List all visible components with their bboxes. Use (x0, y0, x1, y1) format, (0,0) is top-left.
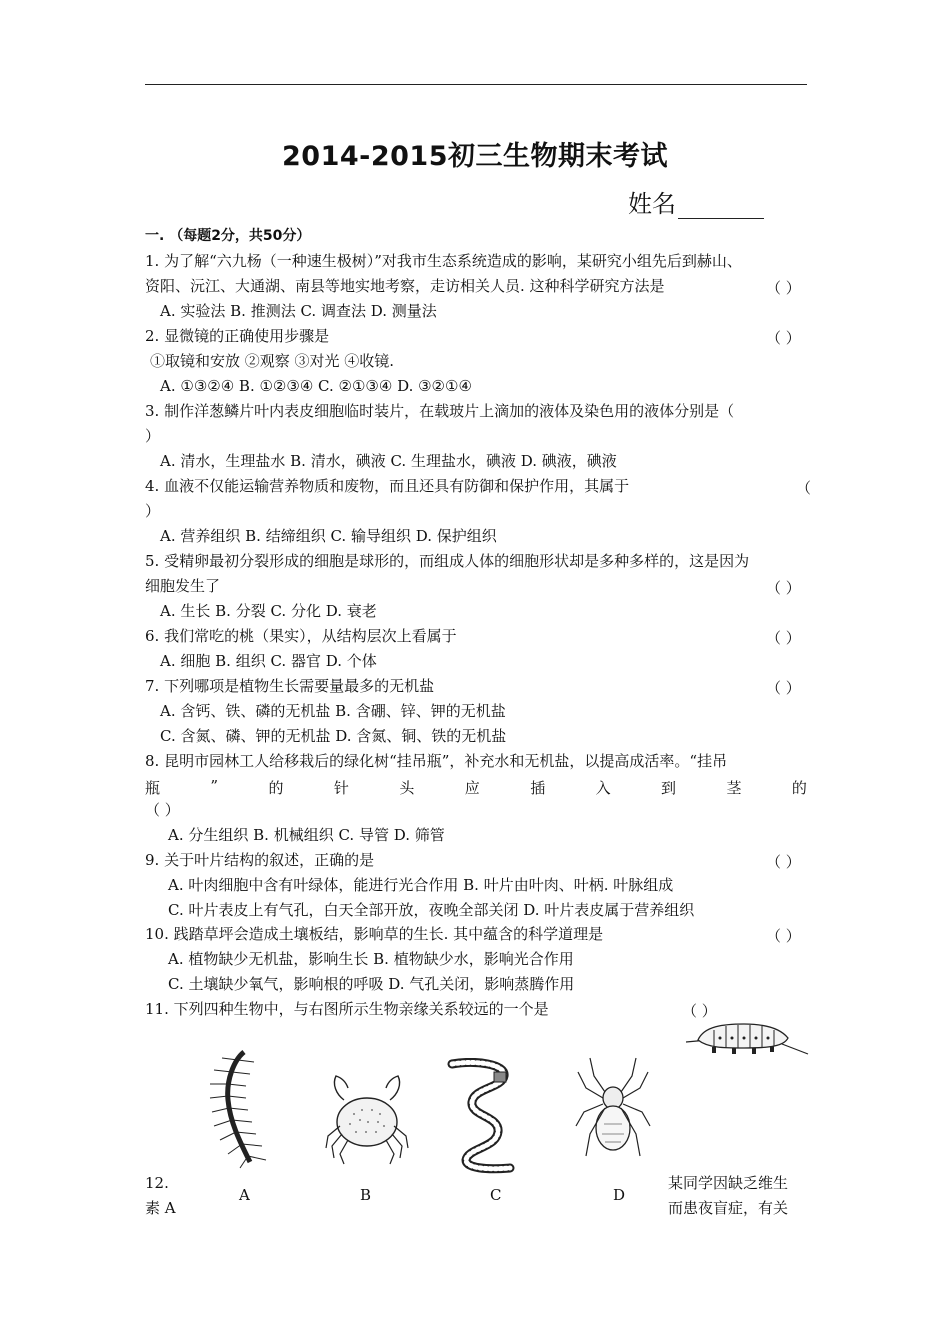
page-title: 2014-2015初三生物期末考试 (282, 141, 668, 172)
caterpillar-figure (684, 1018, 810, 1060)
q6-options: A. 细胞 B. 组织 C. 器官 D. 个体 (160, 652, 377, 670)
q3-line2: ） (145, 427, 161, 445)
q1-options: A. 实验法 B. 推测法 C. 调查法 D. 测量法 (160, 302, 437, 320)
q9-options2: C. 叶片表皮上有气孔，白天全部开放，夜晚全部关闭 D. 叶片表皮属于营养组织 (168, 901, 695, 919)
q2-steps: ①取镜和安放 ②观察 ③对光 ④收镜. (150, 352, 395, 370)
q10-answer-paren: （ ） (766, 927, 801, 945)
q8-line1: 8. 昆明市园林工人给移栽后的绿化树“挂吊瓶”，补充水和无机盐，以提高成活率。“挂吊 (145, 752, 728, 770)
q4-line1: 4. 血液不仅能运输营养物质和废物，而且还具有防御和保护作用，其属于 (145, 477, 630, 495)
name-field (628, 184, 764, 219)
q4-answer-paren: （ (796, 479, 812, 497)
q8-word: 到 (661, 779, 677, 797)
q7-options1: A. 含钙、铁、磷的无机盐 B. 含硼、锌、钾的无机盐 (160, 702, 506, 720)
q5-answer-paren: （ ） (766, 579, 801, 597)
header-rule (145, 84, 807, 85)
q7-answer-paren: （ ） (766, 679, 801, 697)
q9-options1: A. 叶肉细胞中含有叶绿体，能进行光合作用 B. 叶片由叶肉、叶柄. 叶脉组成 (168, 876, 674, 894)
q10-options1: A. 植物缺少无机盐，影响生长 B. 植物缺少水，影响光合作用 (168, 950, 574, 968)
q9-line1: 9. 关于叶片结构的叙述，正确的是 (145, 851, 375, 869)
q8-word: 插 (530, 779, 546, 797)
q8-word: 的 (268, 779, 284, 797)
q4-options: A. 营养组织 B. 结缔组织 C. 输导组织 D. 保护组织 (160, 527, 497, 545)
q9-answer-paren: （ ） (766, 853, 801, 871)
q8-word: 针 (333, 779, 349, 797)
q8-word: ” (210, 777, 219, 795)
q8-word: 头 (399, 779, 415, 797)
crab-figure (322, 1070, 412, 1166)
figure-label-a: A (239, 1186, 250, 1204)
q1-line2: 资阳、沅江、大通湖、南县等地实地考察，走访相关人员. 这种科学研究方法是 (145, 277, 665, 295)
q8-line2 (145, 777, 807, 798)
q2-answer-paren: （ ） (766, 329, 801, 347)
name-blank[interactable] (678, 194, 764, 219)
name-label: 姓名 (628, 190, 676, 218)
q4-line2: ） (145, 502, 161, 520)
q3-options: A. 清水，生理盐水 B. 清水，碘液 C. 生理盐水，碘液 D. 碘液，碘液 (160, 452, 617, 470)
q6-line1: 6. 我们常吃的桃（果实），从结构层次上看属于 (145, 627, 457, 645)
q2-line1: 2. 显微镜的正确使用步骤是 (145, 327, 330, 345)
q10-line1: 10. 践踏草坪会造成土壤板结，影响草的生长. 其中蕴含的科学道理是 (145, 925, 604, 943)
q12-number: 12. (145, 1174, 169, 1192)
section-heading: 一. （每题2分，共50分） (145, 228, 311, 244)
figure-label-b: B (360, 1186, 372, 1204)
q8-word: 茎 (726, 779, 742, 797)
q7-options2: C. 含氮、磷、钾的无机盐 D. 含氮、铜、铁的无机盐 (160, 727, 507, 745)
earthworm-figure (446, 1058, 520, 1174)
q12-right-line1: 某同学因缺乏维生 (668, 1174, 789, 1192)
q7-line1: 7. 下列哪项是植物生长需要量最多的无机盐 (145, 677, 435, 695)
q12-right-line2: 而患夜盲症，有关 (668, 1199, 789, 1217)
q8-word: 应 (464, 779, 480, 797)
q8-answer-paren: （ ） (145, 801, 180, 819)
q6-answer-paren: （ ） (766, 629, 801, 647)
figure-label-c: C (490, 1186, 502, 1204)
q8-word: 瓶 (145, 779, 161, 797)
q1-line1: 1. 为了解“六九杨（一种速生极树）”对我市生态系统造成的影响，某研究小组先后到赫山、 (145, 252, 742, 270)
spider-figure (572, 1054, 654, 1168)
centipede-figure (204, 1050, 272, 1170)
q2-options: A. ①③②④ B. ①②③④ C. ②①③④ D. ③②①④ (160, 377, 472, 395)
q11-line1: 11. 下列四种生物中，与右图所示生物亲缘关系较远的一个是 (145, 1000, 549, 1018)
q5-line2: 细胞发生了 (145, 577, 221, 595)
figure-label-d: D (613, 1186, 626, 1204)
q10-options2: C. 土壤缺少氧气，影响根的呼吸 D. 气孔关闭，影响蒸腾作用 (168, 975, 575, 993)
q5-line1: 5. 受精卵最初分裂形成的细胞是球形的，而组成人体的细胞形状却是多种多样的，这是因为 (145, 552, 750, 570)
q8-options: A. 分生组织 B. 机械组织 C. 导管 D. 筛管 (168, 826, 445, 844)
q11-answer-paren: （ ） (682, 1002, 717, 1020)
q3-line1: 3. 制作洋葱鳞片叶内表皮细胞临时装片，在载玻片上滴加的液体及染色用的液体分别是（ (145, 402, 735, 420)
q12-left-line2: 素 A (145, 1199, 176, 1217)
q8-word: 的 (791, 779, 807, 797)
q8-word: 入 (595, 779, 611, 797)
q1-answer-paren: （ ） (766, 279, 801, 297)
q5-options: A. 生长 B. 分裂 C. 分化 D. 衰老 (160, 602, 377, 620)
